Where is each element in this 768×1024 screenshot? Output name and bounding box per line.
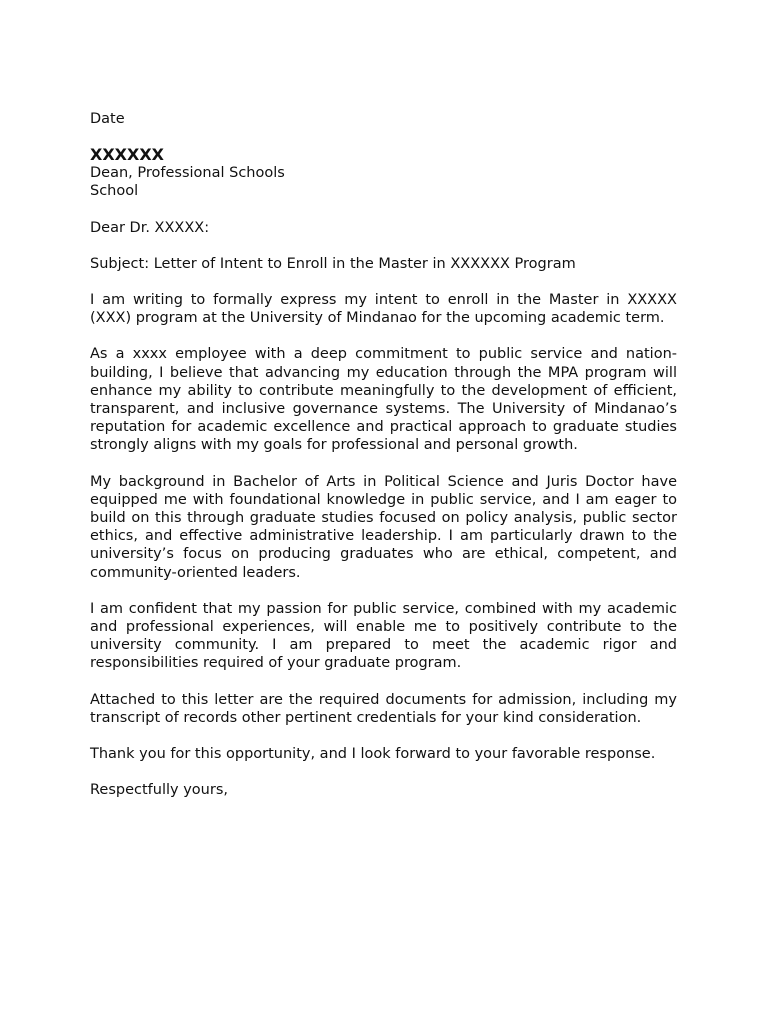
body-paragraph-background: My background in Bachelor of Arts in Political Science and Juris Doctor have equipped me with foundational knowledge in public service, and I am eager to build on this through graduate studies focused on policy analysis, public sector ethics, and effective administrative leadership. I am particularly drawn to the university’s focus on producing graduates who are ethical, competent, and community-oriented leaders. — [90, 473, 677, 581]
recipient-title: Dean, Professional Schools — [90, 165, 285, 182]
closing-line: Respectfully yours, — [90, 782, 228, 799]
recipient-org: School — [90, 183, 139, 200]
subject-line: Subject: Letter of Intent to Enroll in the Master in XXXXXX Program — [90, 255, 576, 272]
salutation: Dear Dr. XXXXX: — [90, 219, 210, 236]
date-line: Date — [90, 111, 125, 127]
body-paragraph-attachments: Attached to this letter are the required documents for admission, including my transcript of records other pertinent credentials for your kind consideration. — [90, 691, 677, 726]
body-paragraph-thanks: Thank you for this opportunity, and I look forward to your favorable response. — [90, 746, 656, 763]
body-paragraph-confidence: I am confident that my passion for public service, combined with my academic and professional experiences, will enable me to positively contribute to the university community. I am prepared to meet the academic rigor and responsibilities required of your graduate program. — [90, 600, 677, 672]
recipient-name: XXXXXX — [90, 145, 165, 165]
letter-page — [90, 110, 677, 799]
body-paragraph-intent: I am writing to formally express my intent to enroll in the Master in XXXXX (XXX) program at the University of Mindanao for the upcoming academic term. — [90, 292, 677, 327]
body-paragraph-motivation: As a xxxx employee with a deep commitment to public service and nation-building, I believe that advancing my education through the MPA program will enhance my ability to contribute meaningfully to the development of efficient, transparent, and inclusive governance systems. The University of Mindanao’s reputation for academic excellence and practical approach to graduate studies strongly aligns with my goals for professional and personal growth. — [90, 346, 677, 454]
